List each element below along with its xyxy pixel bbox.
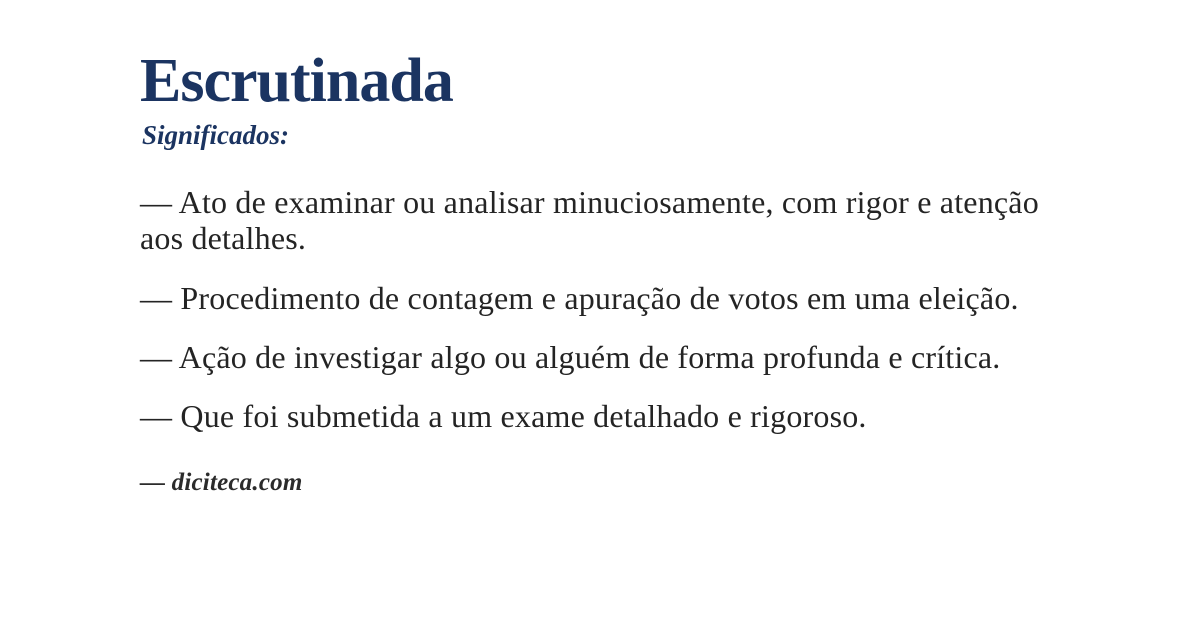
- meaning-item: — Que foi submetida a um exame detalhado e rigoroso.: [140, 397, 867, 434]
- meanings-list: [140, 184, 1050, 434]
- meaning-item: — Ação de investigar algo ou alguém de forma profunda e crítica.: [140, 338, 1001, 375]
- meaning-item: — Ato de examinar ou analisar minuciosamente, com rigor e atenção aos detalhes.: [140, 184, 1039, 257]
- word-title: Escrutinada: [140, 47, 453, 115]
- meanings-label: Significados:: [142, 120, 290, 151]
- meaning-item: — Procedimento de contagem e apuração de votos em uma eleição.: [140, 279, 1019, 316]
- source-attribution: — diciteca.com: [140, 469, 303, 497]
